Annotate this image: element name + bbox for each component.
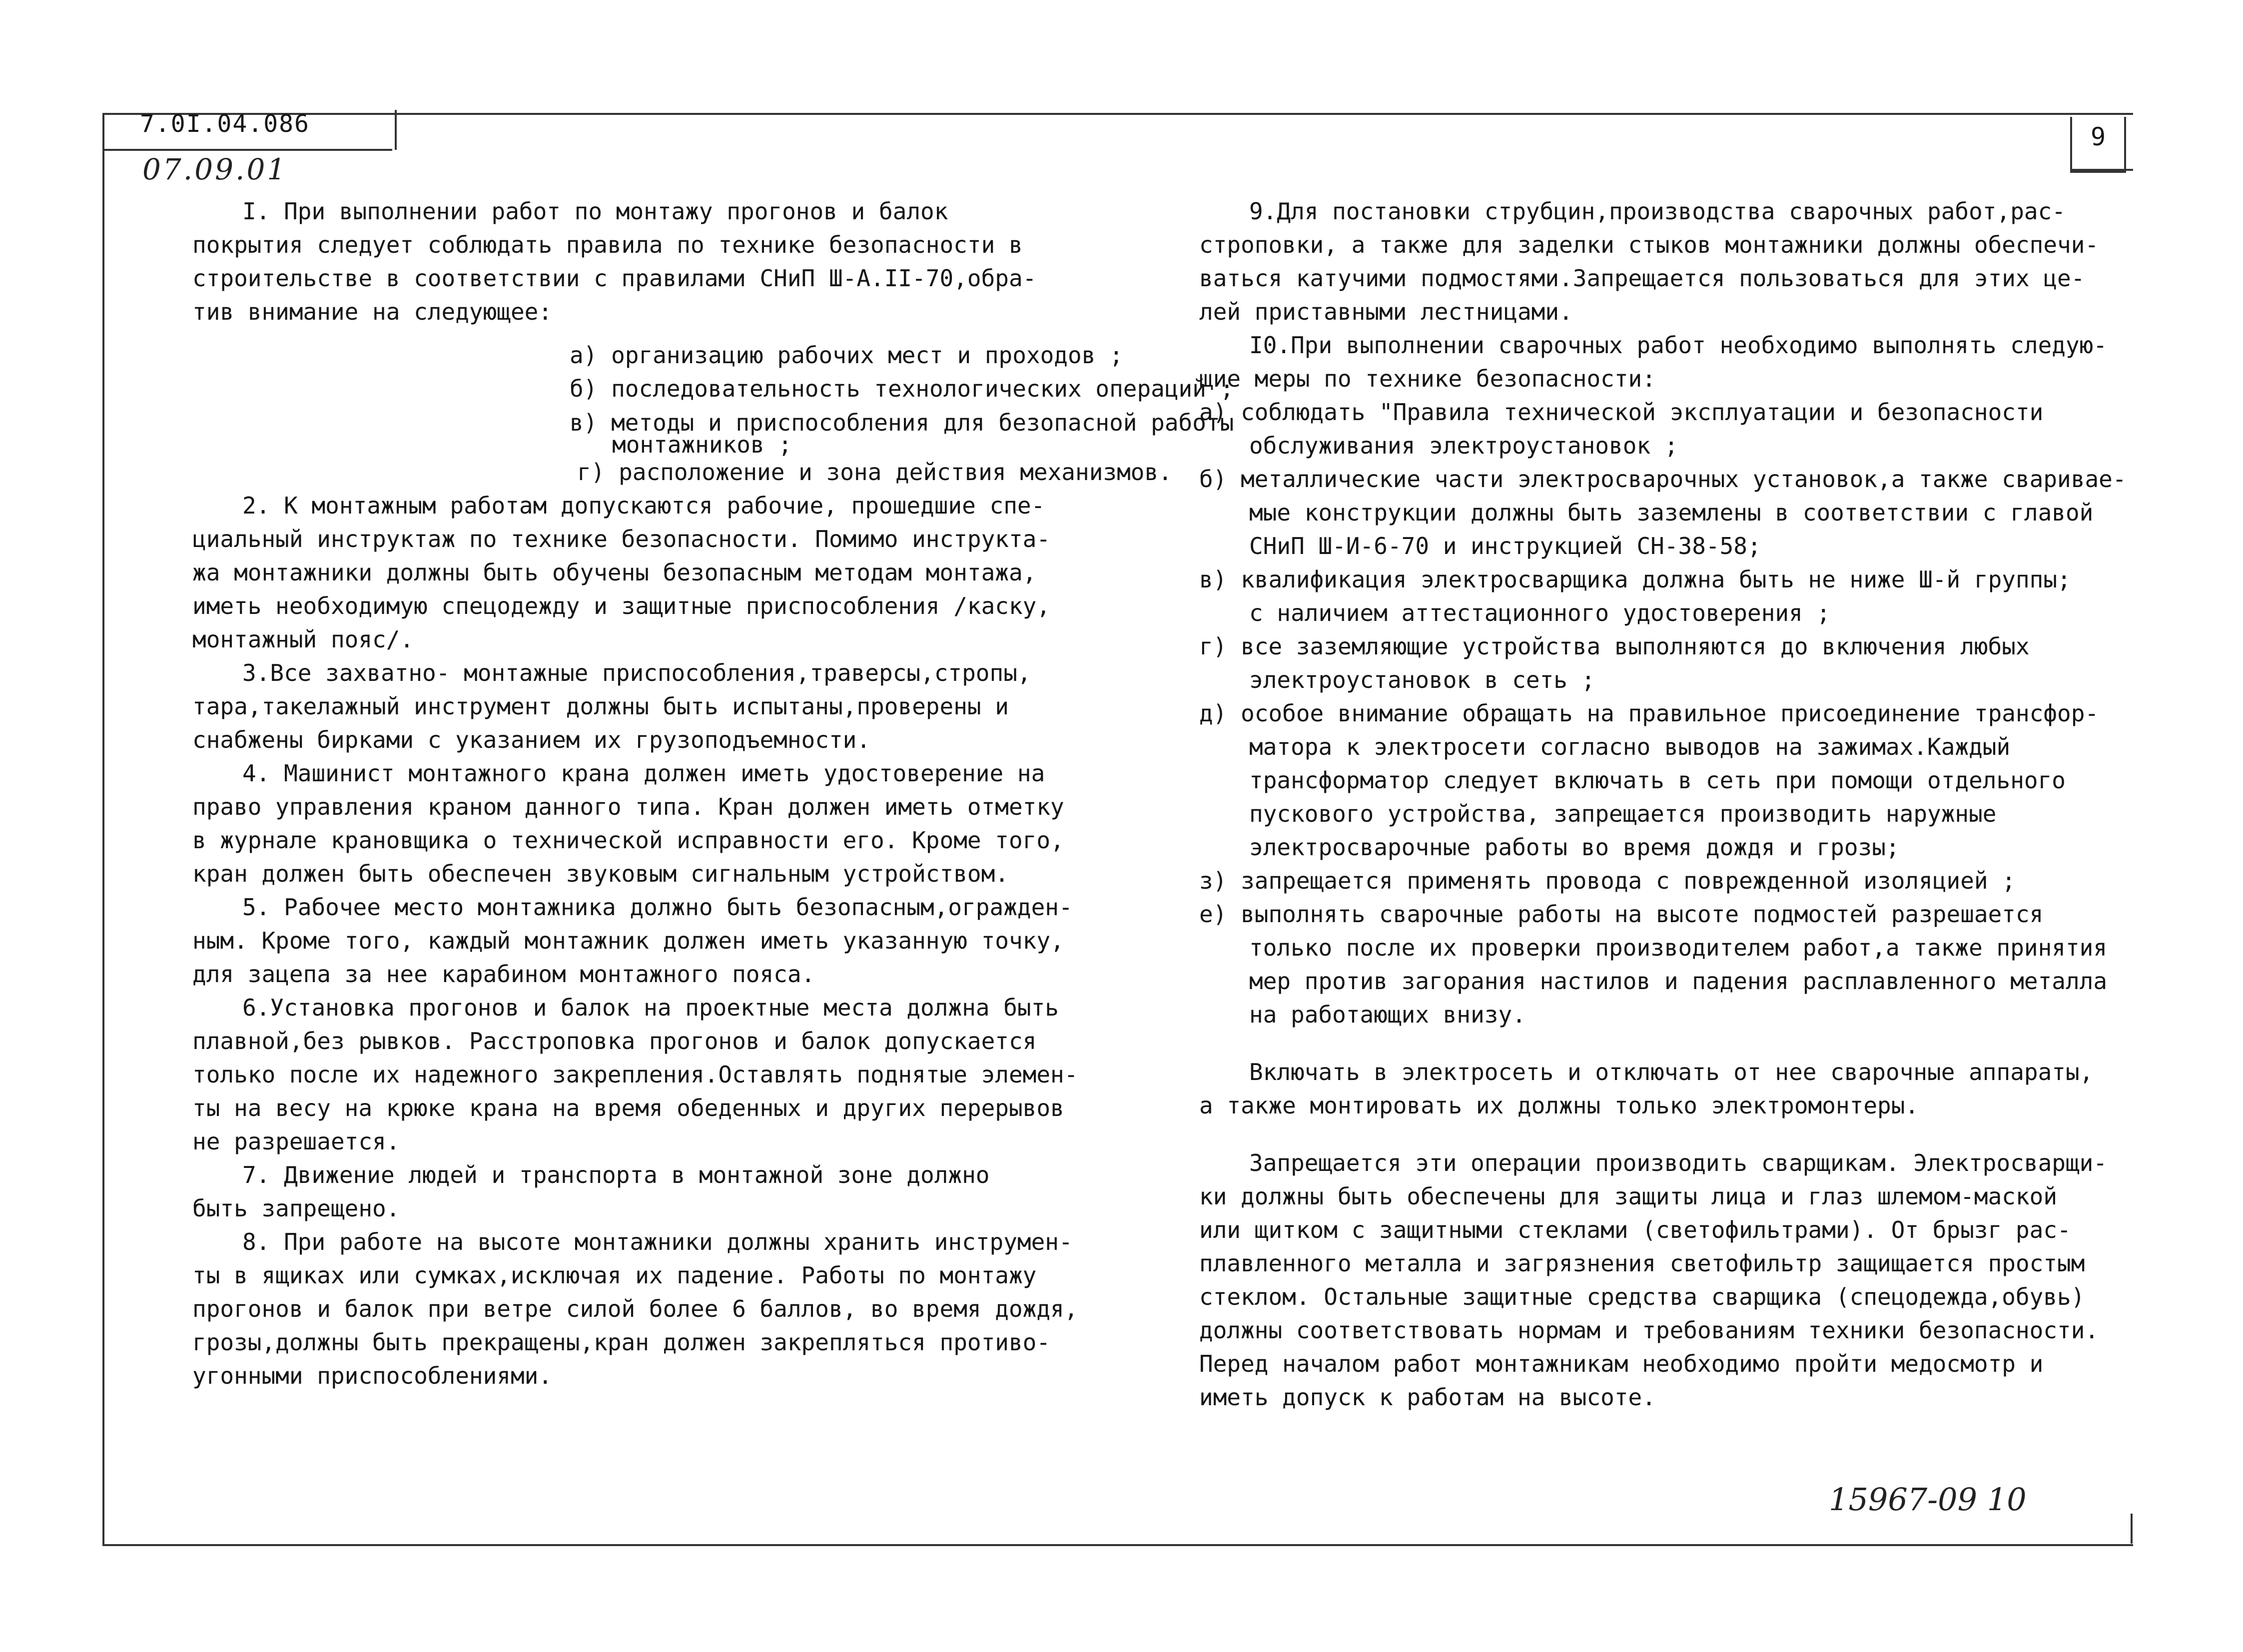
text-line: кран должен быть обеспечен звуковым сигнальным устройством. [192,860,1009,887]
text-line: матора к электросети согласно выводов на зажимах.Каждый [1249,733,2011,760]
text-line: щие меры по технике безопасности: [1199,365,1656,392]
text-line: мер против загорания настилов и падения расплавленного металла [1249,968,2108,995]
text-line: 7. Движение людей и транспорта в монтажной зоне должно [242,1161,990,1188]
text-line: а также монтировать их должны только электромонтеры. [1199,1092,1919,1119]
page-number-underline [2070,169,2133,171]
text-line: должны соответствовать нормам и требованиям техники безопасности. [1199,1317,2099,1344]
text-line: монтажный пояс/. [192,626,414,653]
text-line: угонными приспособлениями. [192,1362,553,1389]
text-line: плавленного металла и загрязнения светофильтр защищается простым [1199,1250,2085,1277]
right-column [1199,195,2127,1414]
text-line: 4. Машинист монтажного крана должен иметь удостоверение на [242,760,1045,787]
frame-right-tick [2131,1514,2133,1544]
paragraph-3 [192,656,1082,757]
handwritten-archive-number: 15967-09 10 [1829,1481,2027,1518]
text-line: стеклом. Остальные защитные средства сварщика (спецодежда,обувь) [1199,1283,2085,1310]
paragraph-1 [192,195,1082,329]
text-line: циальный инструктаж по технике безопасности. Помимо инструкта- [192,526,1051,552]
document-code-separator [395,110,397,150]
spacer [1199,1032,2114,1056]
paragraph-7 [192,1158,1082,1225]
text-line: только после их проверки производителем работ,а также принятия [1249,934,2108,961]
paragraph-10-list [1199,396,2127,1032]
text-line: ты в ящиках или сумках,исключая их падение. Работы по монтажу [192,1262,1037,1289]
left-column [192,195,1234,1393]
text-line: снабжены бирками с указанием их грузоподъемности. [192,726,871,753]
text-line: прогонов и балок при ветре силой более 6 баллов, во время дождя, [192,1295,1078,1322]
paragraph-1-list [192,339,1234,489]
text-line: Включать в электросеть и отключать от нее сварочные аппараты, [1249,1059,2094,1086]
document-code-underline [102,149,392,151]
list-item: в) методы и приспособления для безопасной работы [570,409,1234,436]
text-line: лей приставными лестницами. [1199,298,1573,325]
list-item [1199,697,2114,864]
paragraph-9 [1199,195,2114,329]
page-number: 9 [2070,117,2126,173]
text-line: электроустановок в сеть ; [1249,666,1595,693]
text-line: б) металлические части электросварочных установок,а также сваривае- [1199,466,2127,493]
paragraph-10 [1199,329,2114,396]
text-line: право управления краном данного типа. Кран должен иметь отметку [192,793,1064,820]
paragraph-2 [192,489,1082,656]
text-line: иметь необходимую спецодежду и защитные приспособления /каску, [192,592,1051,619]
text-line: г) все заземляющие устройства выполняются до включения любых [1199,633,2030,660]
text-line: пускового устройства, запрещается производить наружные [1249,800,1997,827]
text-line: в журнале крановщика о технической исправности его. Кроме того, [192,827,1064,854]
text-line: с наличием аттестационного удостоверения ; [1249,599,1831,626]
list-item [1199,630,2114,697]
text-line: I0.При выполнении сварочных работ необходимо выполнять следую- [1249,332,2108,359]
text-line: ты на весу на крюке крана на время обеденных и других перерывов [192,1095,1064,1121]
text-line: з) запрещается применять провода с поврежденной изоляцией ; [1199,867,2016,894]
text-line: 6.Установка прогонов и балок на проектные места должна быть [242,994,1059,1021]
handwritten-date: 07.09.01 [142,152,288,186]
text-line: не разрешается. [192,1128,400,1155]
text-line: тив внимание на следующее: [192,298,553,325]
text-line: для зацепа за нее карабином монтажного пояса. [192,961,815,988]
text-line: ваться катучими подмостями.Запрещается пользоваться для этих це- [1199,265,2085,292]
text-line: грозы,должны быть прекращены,кран должен закрепляться противо- [192,1329,1051,1356]
list-item: б) последовательность технологических операций ; [570,375,1234,402]
text-line: 9.Для постановки струбцин,производства сварочных работ,рас- [1249,198,2066,225]
text-line: д) особое внимание обращать на правильное присоединение трансфор- [1199,700,2099,727]
paragraph-11 [1199,1056,2114,1122]
paragraph-6 [192,991,1082,1158]
text-line: Перед началом работ монтажникам необходимо пройти медосмотр и [1199,1350,2044,1377]
list-item [1199,396,2114,463]
text-line: жа монтажники должны быть обучены безопасным методам монтажа, [192,559,1037,586]
text-line: только после их надежного закрепления.Оставлять поднятые элемен- [192,1061,1078,1088]
text-line: обслуживания электроустановок ; [1249,432,1678,459]
list-item: а) организацию рабочих мест и проходов ; [570,342,1123,369]
list-item-continuation: монтажников ; [612,431,792,458]
text-line: или щитком с защитными стеклами (светофильтрами). От брызг рас- [1199,1216,2071,1243]
text-line: ным. Кроме того, каждый монтажник должен иметь указанную точку, [192,927,1064,954]
text-line: на работающих внизу. [1249,1001,1526,1028]
text-line: трансформатор следует включать в сеть при помощи отдельного [1249,767,2066,794]
text-line: 5. Рабочее место монтажника должно быть безопасным,огражден- [242,894,1073,921]
text-line: плавной,без рывков. Расстроповка прогонов и балок допускается [192,1028,1037,1055]
text-line: СНиП Ш-И-6-70 и инструкцией СН-38-58; [1249,533,1761,559]
text-line: в) квалификация электросварщика должна быть не ниже Ш-й группы; [1199,566,2071,593]
paragraph-4 [192,757,1082,891]
text-line: строповки, а также для заделки стыков монтажники должны обеспечи- [1199,231,2099,258]
text-line: а) соблюдать "Правила технической эксплуатации и безопасности [1199,399,2044,426]
list-item [1199,563,2114,630]
text-line: быть запрещено. [192,1195,400,1222]
text-line: 3.Все захватно- монтажные приспособления,траверсы,стропы, [242,659,1031,686]
paragraph-8 [192,1225,1082,1393]
spacer [1199,1122,2114,1146]
text-line: мые конструкции должны быть заземлены в соответствии с главой [1249,499,2094,526]
document-code: 7.0I.04.086 [140,110,310,138]
text-line: 8. При работе на высоте монтажники должны хранить инструмен- [242,1228,1073,1255]
paragraph-12 [1199,1146,2114,1414]
text-line: 2. К монтажным работам допускаются рабочие, прошедшие спе- [242,492,1045,519]
text-line: тара,такелажный инструмент должны быть испытаны,проверены и [192,693,1009,720]
text-line: покрытия следует соблюдать правила по технике безопасности в [192,231,1023,258]
text-line: I. При выполнении работ по монтажу прогонов и балок [242,198,948,225]
text-line: ки должны быть обеспечены для защиты лица и глаз шлемом-маской [1199,1183,2058,1210]
list-item [1199,898,2114,1032]
paragraph-5 [192,891,1082,991]
text-line: Запрещается эти операции производить сварщикам. Электросварщи- [1249,1149,2108,1176]
text-line: е) выполнять сварочные работы на высоте подмостей разрешается [1199,901,2044,928]
text-line: электросварочные работы во время дождя и грозы; [1249,834,1900,861]
list-item [1199,864,2114,898]
text-line: иметь допуск к работам на высоте. [1199,1384,1656,1411]
list-item [1199,463,2127,563]
text-line: строительстве в соответствии с правилами СНиП Ш-А.II-70,обра- [192,265,1037,292]
list-item: г) расположение и зона действия механизмов. [577,459,1172,486]
